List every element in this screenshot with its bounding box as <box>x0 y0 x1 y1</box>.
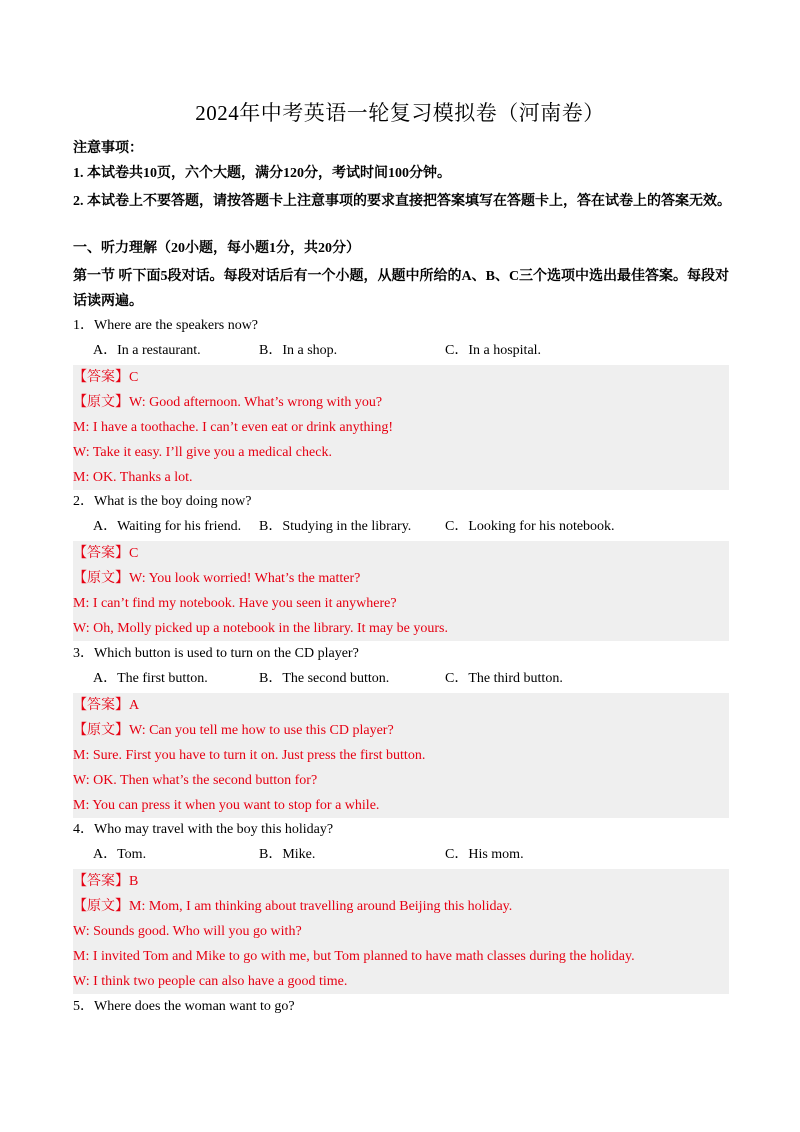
transcript-line: M: OK. Thanks a lot. <box>73 470 193 485</box>
section-heading: 一、听力理解（20小题，每小题1分，共20分） <box>73 241 360 256</box>
question-stem: 3．Which button is used to turn on the CD player? <box>73 646 359 661</box>
transcript-line: M: You can press it when you want to stop for a while. <box>73 798 380 813</box>
option-b: B．In a shop. <box>259 343 338 358</box>
option-b: B．Studying in the library. <box>259 519 412 534</box>
transcript-line: W: Oh, Molly picked up a notebook in the library. It may be yours. <box>73 621 448 636</box>
question-stem: 1．Where are the speakers now? <box>73 318 259 333</box>
transcript-line: W: I think two people can also have a good time. <box>73 974 348 989</box>
notice-heading: 注意事项： <box>73 141 143 156</box>
answer-box <box>73 365 729 490</box>
answer-key: 【答案】C <box>73 370 139 385</box>
question-stem: 2．What is the boy doing now? <box>73 494 252 509</box>
option-b: B．The second button. <box>259 671 390 686</box>
answer-key: 【答案】A <box>73 698 140 713</box>
notice-item-2: 2. 本试卷上不要答题，请按答题卡上注意事项的要求直接把答案填写在答题卡上，答在试卷上的答案无效。 <box>73 194 731 209</box>
part-instruction: 第一节 听下面5段对话。每段对话后有一个小题，从题中所给的A、B、C三个选项中选出最佳答案。每段对话读两遍。 <box>73 269 730 309</box>
option-a: A．In a restaurant. <box>93 343 201 358</box>
answer-key: 【答案】C <box>73 546 139 561</box>
answer-box <box>73 693 729 818</box>
transcript-line: 【原文】M: Mom, I am thinking about travelling around Beijing this holiday. <box>73 899 513 914</box>
answer-key: 【答案】B <box>73 874 139 889</box>
transcript-line: 【原文】W: Can you tell me how to use this CD player? <box>73 723 394 738</box>
option-c: C．The third button. <box>445 671 563 686</box>
option-a: A．Waiting for his friend. <box>93 519 242 534</box>
option-b: B．Mike. <box>259 847 316 862</box>
option-a: A．The first button. <box>93 671 208 686</box>
transcript-line: W: Sounds good. Who will you go with? <box>73 924 302 939</box>
page-title: 2024年中考英语一轮复习模拟卷（河南卷） <box>195 101 605 125</box>
transcript-line: 【原文】W: You look worried! What’s the matter? <box>73 571 361 586</box>
question-stem: 5．Where does the woman want to go? <box>73 999 295 1014</box>
transcript-line: W: Take it easy. I’ll give you a medical check. <box>73 445 332 460</box>
option-a: A．Tom. <box>93 847 147 862</box>
transcript-line: W: OK. Then what’s the second button for? <box>73 773 318 788</box>
transcript-line: M: I can’t find my notebook. Have you seen it anywhere? <box>73 596 397 611</box>
transcript-line: 【原文】W: Good afternoon. What’s wrong with you? <box>73 395 383 410</box>
option-c: C．In a hospital. <box>445 343 542 358</box>
option-c: C．Looking for his notebook. <box>445 519 615 534</box>
option-c: C．His mom. <box>445 847 524 862</box>
question-stem: 4．Who may travel with the boy this holiday? <box>73 822 334 837</box>
answer-box <box>73 869 729 994</box>
transcript-line: M: I invited Tom and Mike to go with me, but Tom planned to have math classes during the holiday. <box>73 949 635 964</box>
transcript-line: M: Sure. First you have to turn it on. Just press the first button. <box>73 748 426 763</box>
answer-box <box>73 541 729 641</box>
notice-item-1: 1. 本试卷共10页，六个大题，满分120分，考试时间100分钟。 <box>73 166 451 181</box>
transcript-line: M: I have a toothache. I can’t even eat or drink anything! <box>73 420 394 435</box>
